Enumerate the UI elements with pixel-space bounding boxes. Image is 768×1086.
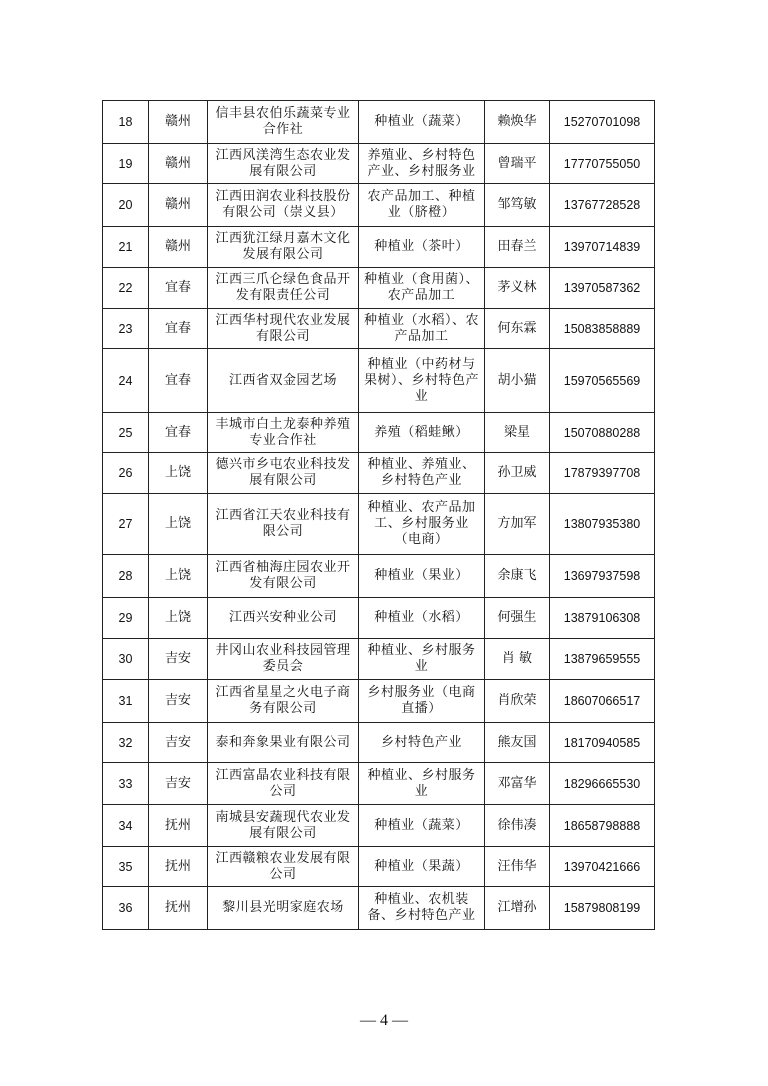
city-name: 吉安 (149, 763, 208, 805)
phone-number: 13697937598 (550, 555, 655, 598)
enterprise-name: 江西三爪仑绿色食品开发有限责任公司 (208, 268, 359, 309)
city-name: 吉安 (149, 639, 208, 680)
row-number: 23 (103, 309, 149, 349)
table-row (103, 453, 655, 494)
city-name: 吉安 (149, 680, 208, 723)
contact-person: 熊友国 (485, 723, 550, 763)
contact-person: 肖 敏 (485, 639, 550, 680)
phone-number: 15270701098 (550, 101, 655, 144)
industry-type: 乡村特色产业 (359, 723, 485, 763)
table-row (103, 847, 655, 887)
city-name: 吉安 (149, 723, 208, 763)
row-number: 25 (103, 413, 149, 453)
phone-number: 18170940585 (550, 723, 655, 763)
enterprise-name: 信丰县农伯乐蔬菜专业合作社 (208, 101, 359, 144)
table-row (103, 413, 655, 453)
table-row (103, 598, 655, 639)
table-row (103, 805, 655, 847)
city-name: 赣州 (149, 101, 208, 144)
table-row (103, 268, 655, 309)
enterprise-name: 江西兴安种业公司 (208, 598, 359, 639)
industry-type: 种植业（食用菌）、农产品加工 (359, 268, 485, 309)
industry-type: 种植业（蔬菜） (359, 805, 485, 847)
phone-number: 15879808199 (550, 887, 655, 930)
phone-number: 18296665530 (550, 763, 655, 805)
city-name: 上饶 (149, 555, 208, 598)
enterprise-name: 江西省双金园艺场 (208, 349, 359, 413)
contact-person: 江增孙 (485, 887, 550, 930)
industry-type: 种植业、养殖业、乡村特色产业 (359, 453, 485, 494)
row-number: 22 (103, 268, 149, 309)
row-number: 24 (103, 349, 149, 413)
contact-person: 余康飞 (485, 555, 550, 598)
industry-type: 种植业、乡村服务业 (359, 763, 485, 805)
industry-type: 种植业、农机装备、乡村特色产业 (359, 887, 485, 930)
city-name: 抚州 (149, 805, 208, 847)
industry-type: 种植业、农产品加工、乡村服务业（电商） (359, 494, 485, 555)
table-row (103, 101, 655, 144)
enterprise-name: 江西省星星之火电子商务有限公司 (208, 680, 359, 723)
contact-person: 何东霖 (485, 309, 550, 349)
enterprise-table (102, 100, 655, 930)
enterprise-name: 黎川县光明家庭农场 (208, 887, 359, 930)
industry-type: 种植业（果业） (359, 555, 485, 598)
contact-person: 肖欣荣 (485, 680, 550, 723)
phone-number: 13970587362 (550, 268, 655, 309)
table-row (103, 887, 655, 930)
table-row (103, 639, 655, 680)
row-number: 32 (103, 723, 149, 763)
row-number: 19 (103, 144, 149, 184)
enterprise-name: 南城县安蔬现代农业发展有限公司 (208, 805, 359, 847)
city-name: 上饶 (149, 494, 208, 555)
row-number: 34 (103, 805, 149, 847)
enterprise-name: 江西犹江绿月嘉木文化发展有限公司 (208, 227, 359, 268)
industry-type: 养殖业、乡村特色产业、乡村服务业 (359, 144, 485, 184)
enterprise-name: 江西省江天农业科技有限公司 (208, 494, 359, 555)
city-name: 抚州 (149, 847, 208, 887)
table-body (103, 101, 655, 930)
city-name: 上饶 (149, 598, 208, 639)
table-row (103, 763, 655, 805)
enterprise-name: 江西田润农业科技股份有限公司（崇义县） (208, 184, 359, 227)
city-name: 宜春 (149, 268, 208, 309)
city-name: 宜春 (149, 309, 208, 349)
phone-number: 13767728528 (550, 184, 655, 227)
contact-person: 邓富华 (485, 763, 550, 805)
row-number: 27 (103, 494, 149, 555)
contact-person: 赖焕华 (485, 101, 550, 144)
row-number: 18 (103, 101, 149, 144)
table-row (103, 144, 655, 184)
table-row (103, 227, 655, 268)
contact-person: 田春兰 (485, 227, 550, 268)
industry-type: 种植业（水稻） (359, 598, 485, 639)
contact-person: 汪伟华 (485, 847, 550, 887)
contact-person: 何强生 (485, 598, 550, 639)
contact-person: 梁星 (485, 413, 550, 453)
row-number: 20 (103, 184, 149, 227)
city-name: 赣州 (149, 144, 208, 184)
city-name: 赣州 (149, 184, 208, 227)
city-name: 赣州 (149, 227, 208, 268)
row-number: 29 (103, 598, 149, 639)
industry-type: 乡村服务业（电商直播） (359, 680, 485, 723)
phone-number: 13807935380 (550, 494, 655, 555)
phone-number: 15083858889 (550, 309, 655, 349)
row-number: 21 (103, 227, 149, 268)
phone-number: 17770755050 (550, 144, 655, 184)
row-number: 30 (103, 639, 149, 680)
enterprise-name: 井冈山农业科技园管理委员会 (208, 639, 359, 680)
city-name: 宜春 (149, 349, 208, 413)
enterprise-name: 江西华村现代农业发展有限公司 (208, 309, 359, 349)
table-row (103, 723, 655, 763)
enterprise-name: 德兴市乡屯农业科技发展有限公司 (208, 453, 359, 494)
enterprise-name: 江西风渼湾生态农业发展有限公司 (208, 144, 359, 184)
industry-type: 种植业（果蔬） (359, 847, 485, 887)
row-number: 31 (103, 680, 149, 723)
phone-number: 13970714839 (550, 227, 655, 268)
contact-person: 曾瑞平 (485, 144, 550, 184)
phone-number: 17879397708 (550, 453, 655, 494)
enterprise-name: 江西赣粮农业发展有限公司 (208, 847, 359, 887)
enterprise-name: 泰和奔象果业有限公司 (208, 723, 359, 763)
contact-person: 邹笃敏 (485, 184, 550, 227)
table-row (103, 680, 655, 723)
table-row (103, 555, 655, 598)
phone-number: 13879659555 (550, 639, 655, 680)
page-number: — 4 — (360, 1012, 408, 1029)
table-row (103, 494, 655, 555)
row-number: 28 (103, 555, 149, 598)
table-row (103, 349, 655, 413)
phone-number: 18607066517 (550, 680, 655, 723)
phone-number: 18658798888 (550, 805, 655, 847)
contact-person: 徐伟凑 (485, 805, 550, 847)
city-name: 上饶 (149, 453, 208, 494)
industry-type: 种植业、乡村服务业 (359, 639, 485, 680)
industry-type: 种植业（茶叶） (359, 227, 485, 268)
industry-type: 农产品加工、种植业（脐橙） (359, 184, 485, 227)
contact-person: 方加军 (485, 494, 550, 555)
contact-person: 孙卫威 (485, 453, 550, 494)
city-name: 抚州 (149, 887, 208, 930)
industry-type: 种植业（蔬菜） (359, 101, 485, 144)
row-number: 26 (103, 453, 149, 494)
phone-number: 13879106308 (550, 598, 655, 639)
industry-type: 种植业（水稻）、农产品加工 (359, 309, 485, 349)
row-number: 35 (103, 847, 149, 887)
enterprise-name: 江西省柚海庄园农业开发有限公司 (208, 555, 359, 598)
contact-person: 胡小猫 (485, 349, 550, 413)
enterprise-name: 江西富晶农业科技有限公司 (208, 763, 359, 805)
industry-type: 养殖（稻蛙鳅） (359, 413, 485, 453)
city-name: 宜春 (149, 413, 208, 453)
table-row (103, 309, 655, 349)
phone-number: 13970421666 (550, 847, 655, 887)
phone-number: 15070880288 (550, 413, 655, 453)
contact-person: 茅义林 (485, 268, 550, 309)
enterprise-name: 丰城市白土龙泰种养殖专业合作社 (208, 413, 359, 453)
row-number: 33 (103, 763, 149, 805)
row-number: 36 (103, 887, 149, 930)
industry-type: 种植业（中药材与果树）、乡村特色产业 (359, 349, 485, 413)
phone-number: 15970565569 (550, 349, 655, 413)
table-row (103, 184, 655, 227)
